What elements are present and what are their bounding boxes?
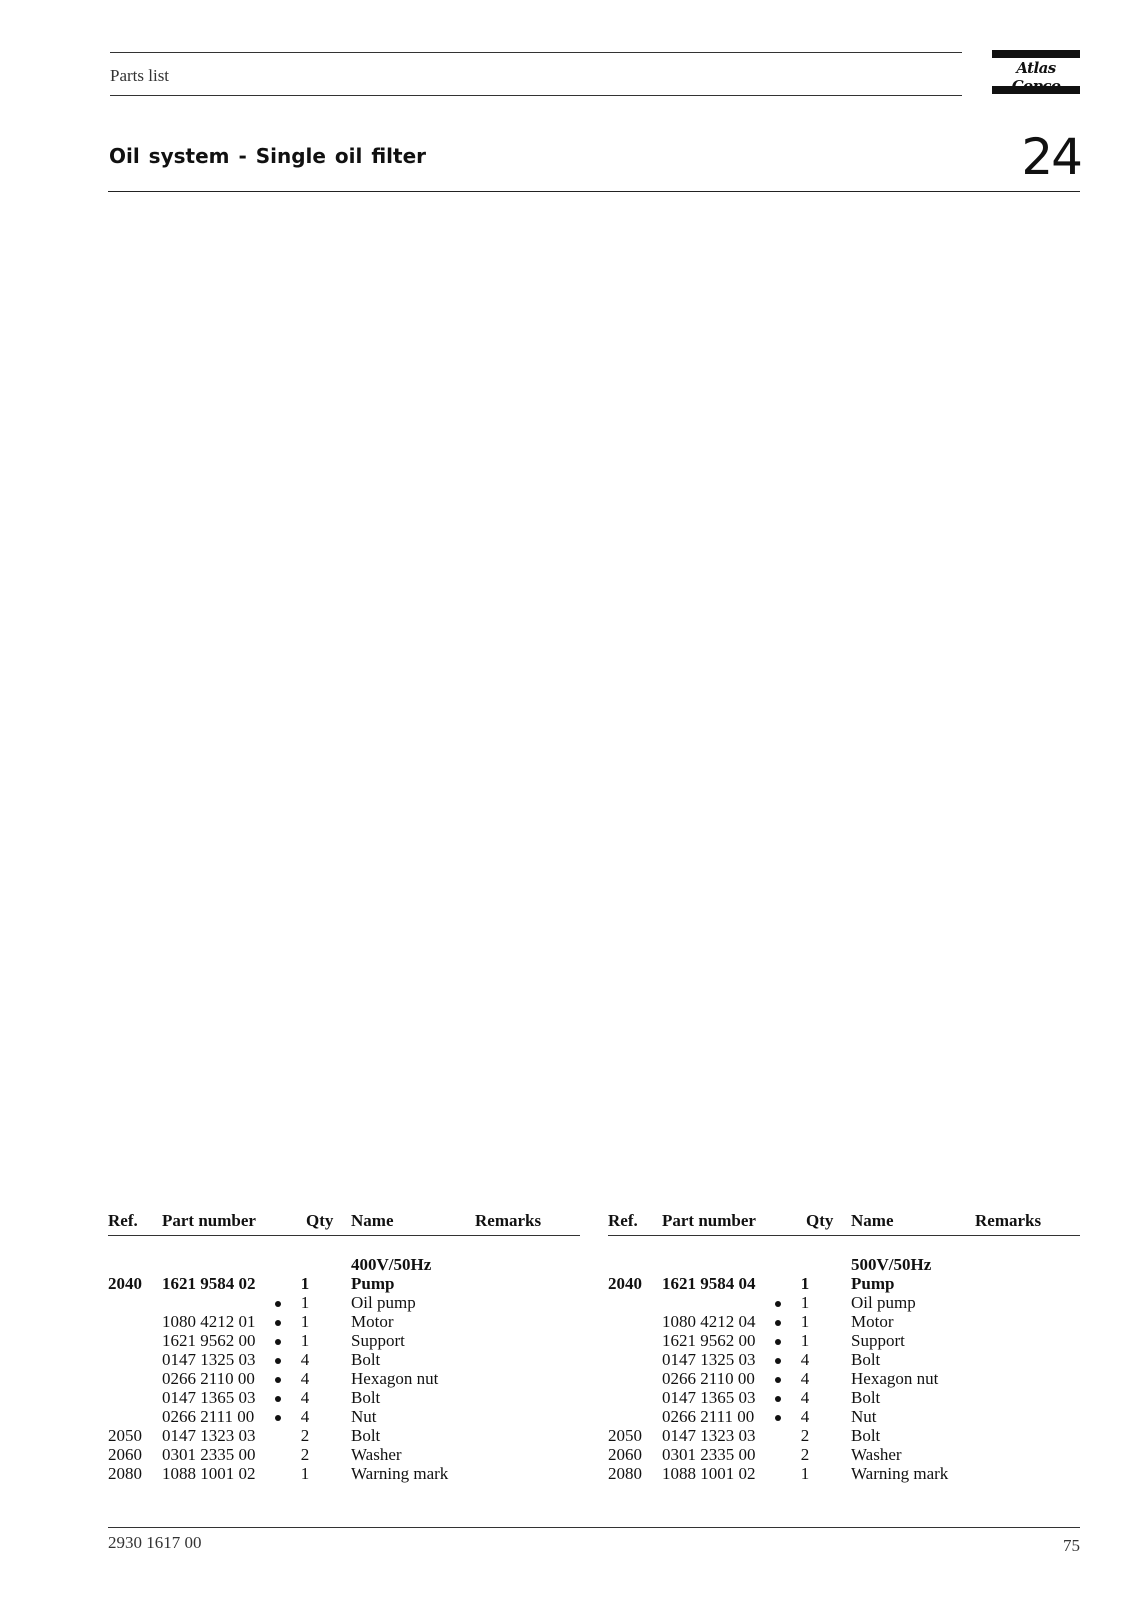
subassembly-bullet-icon [271,1350,285,1369]
header-top-rule [110,52,962,53]
subassembly-bullet-icon [271,1388,285,1407]
bullet-icon [275,1358,281,1364]
part-number-cell: 0266 2110 00 [662,1369,755,1388]
bullet-icon [275,1396,281,1402]
voltage-label: 400V/50Hz [351,1255,432,1274]
header-label: Parts list [110,66,170,85]
ref-cell: 2040 [608,1274,642,1293]
table-row [608,1426,1080,1445]
part-number-cell: 0266 2110 00 [162,1369,255,1388]
qty-cell: 4 [300,1350,310,1369]
ref-cell: 2050 [608,1426,642,1445]
qty-cell: 1 [800,1312,810,1331]
qty-cell: 2 [800,1426,810,1445]
table-row [608,1407,1080,1426]
bullet-icon [775,1339,781,1345]
column-header-name: Name [851,1211,894,1230]
qty-cell: 4 [300,1407,310,1426]
page-number: 75 [1063,1536,1080,1555]
column-header-qty: Qty [306,1211,334,1230]
part-number-cell: 0301 2335 00 [662,1445,756,1464]
part-number-cell: 1080 4212 04 [662,1312,756,1331]
table-row [608,1350,1080,1369]
qty-cell: 4 [300,1369,310,1388]
part-number-cell: 0266 2111 00 [162,1407,255,1426]
qty-cell: 1 [800,1464,810,1483]
qty-cell: 1 [300,1274,310,1293]
ref-cell: 2060 [608,1445,642,1464]
bullet-icon [775,1377,781,1383]
name-cell: Bolt [851,1388,881,1407]
part-number-cell: 0301 2335 00 [162,1445,256,1464]
subassembly-bullet-icon [771,1388,785,1407]
bullet-icon [275,1377,281,1383]
column-header-ref: Ref. [608,1211,638,1230]
table-row [608,1388,1080,1407]
footer-rule [108,1527,1080,1528]
bullet-icon [275,1301,281,1307]
qty-cell: 1 [300,1312,310,1331]
table-header-rule [108,1235,580,1236]
column-header-remarks: Remarks [475,1211,542,1230]
name-cell: Motor [351,1312,394,1331]
column-header-part-number: Part number [662,1211,756,1230]
column-header-name: Name [351,1211,394,1230]
subassembly-bullet-icon [271,1369,285,1388]
qty-cell: 4 [300,1388,310,1407]
column-header-qty: Qty [806,1211,834,1230]
table-row [108,1350,580,1369]
subassembly-bullet-icon [771,1407,785,1426]
name-cell: Pump [351,1274,395,1293]
name-cell: Nut [351,1407,377,1426]
section-title-rule [108,191,1080,192]
part-number-cell: 1621 9562 00 [162,1331,256,1350]
ref-cell: 2060 [108,1445,142,1464]
qty-cell: 4 [800,1350,810,1369]
voltage-label: 500V/50Hz [851,1255,932,1274]
bullet-icon [275,1415,281,1421]
ref-cell: 2080 [608,1464,642,1483]
ref-cell: 2040 [108,1274,142,1293]
table-row [608,1369,1080,1388]
qty-cell: 4 [800,1388,810,1407]
table-row [608,1464,1080,1483]
subassembly-bullet-icon [771,1369,785,1388]
logo-bar-top [992,50,1080,58]
table-row [108,1445,580,1464]
part-number-cell: 0147 1325 03 [662,1350,756,1369]
bullet-icon [775,1301,781,1307]
column-header-part-number: Part number [162,1211,256,1230]
bullet-icon [275,1320,281,1326]
subassembly-bullet-icon [771,1312,785,1331]
qty-cell: 2 [800,1445,810,1464]
logo-wordmark: Atlas [1016,59,1056,77]
name-cell: Hexagon nut [351,1369,439,1388]
name-cell: Bolt [851,1426,881,1445]
name-cell: Bolt [851,1350,881,1369]
bullet-icon [275,1339,281,1345]
subassembly-bullet-icon [271,1293,285,1312]
subassembly-bullet-icon [271,1312,285,1331]
name-cell: Bolt [351,1388,381,1407]
part-number-cell: 0266 2111 00 [662,1407,755,1426]
table-header-rule [608,1235,1080,1236]
name-cell: Washer [351,1445,402,1464]
table-row [608,1293,1080,1312]
bullet-icon [775,1396,781,1402]
table-row [108,1388,580,1407]
part-number-cell: 0147 1325 03 [162,1350,256,1369]
bullet-icon [775,1415,781,1421]
qty-cell: 4 [800,1407,810,1426]
name-cell: Motor [851,1312,894,1331]
part-number-cell: 1621 9584 02 [162,1274,256,1293]
table-row [108,1369,580,1388]
subassembly-bullet-icon [271,1331,285,1350]
qty-cell: 1 [300,1293,310,1312]
table-row [608,1312,1080,1331]
name-cell: Oil pump [351,1293,416,1312]
bullet-icon [775,1320,781,1326]
header-bottom-rule [110,95,962,96]
qty-cell: 1 [800,1293,810,1312]
subassembly-bullet-icon [771,1350,785,1369]
part-number-cell: 1621 9562 00 [662,1331,756,1350]
name-cell: Support [851,1331,905,1350]
part-number-cell: 1088 1001 02 [162,1464,256,1483]
table-row [108,1293,580,1312]
qty-cell: 4 [800,1369,810,1388]
qty-cell: 1 [300,1464,310,1483]
part-number-cell: 1080 4212 01 [162,1312,256,1331]
table-row [108,1464,580,1483]
name-cell: Warning mark [351,1464,449,1483]
bullet-icon [775,1358,781,1364]
name-cell: Bolt [351,1426,381,1445]
ref-cell: 2080 [108,1464,142,1483]
qty-cell: 1 [800,1274,810,1293]
name-cell: Nut [851,1407,877,1426]
name-cell: Hexagon nut [851,1369,939,1388]
ref-cell: 2050 [108,1426,142,1445]
table-row [608,1274,1080,1293]
table-row [608,1331,1080,1350]
part-number-cell: 0147 1323 03 [162,1426,256,1445]
part-number-cell: 0147 1323 03 [662,1426,756,1445]
column-header-remarks: Remarks [975,1211,1042,1230]
part-number-cell: 0147 1365 03 [662,1388,756,1407]
table-row [108,1426,580,1445]
name-cell: Oil pump [851,1293,916,1312]
qty-cell: 2 [300,1445,310,1464]
name-cell: Bolt [351,1350,381,1369]
name-cell: Support [351,1331,405,1350]
qty-cell: 2 [300,1426,310,1445]
table-row [608,1445,1080,1464]
section-number: 24 [1021,128,1081,186]
qty-cell: 1 [300,1331,310,1350]
subassembly-bullet-icon [771,1293,785,1312]
table-row [108,1407,580,1426]
logo-bar-bottom [992,86,1080,94]
qty-cell: 1 [800,1331,810,1350]
brand-logo [992,50,1080,94]
document-number: 2930 1617 00 [108,1533,202,1552]
table-row [108,1312,580,1331]
subassembly-bullet-icon [771,1331,785,1350]
name-cell: Washer [851,1445,902,1464]
part-number-cell: 1088 1001 02 [662,1464,756,1483]
part-number-cell: 0147 1365 03 [162,1388,256,1407]
table-row [108,1331,580,1350]
name-cell: Warning mark [851,1464,949,1483]
table-row [108,1274,580,1293]
section-title: Oil system - Single oil filter [109,144,426,168]
column-header-ref: Ref. [108,1211,138,1230]
subassembly-bullet-icon [271,1407,285,1426]
part-number-cell: 1621 9584 04 [662,1274,756,1293]
name-cell: Pump [851,1274,895,1293]
